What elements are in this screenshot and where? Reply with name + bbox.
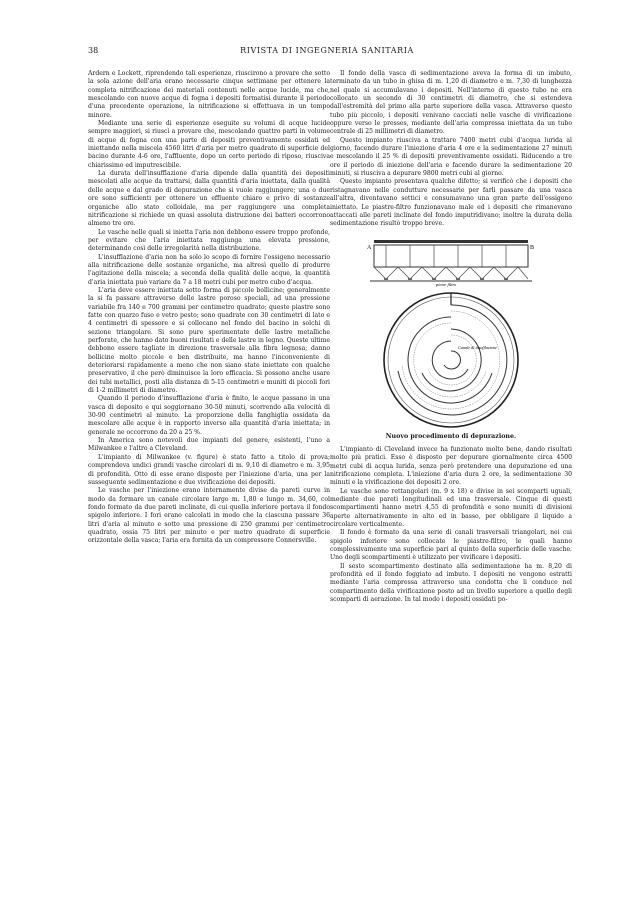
paragraph: L'impianto di Cleveland invece ha funzionato molto bene, dando risultati molto più pratici. Esso è disposto per depurare giornalmente circa 4500 metri cubi di acqua lurida, senza però pretendere una depurazione ed una nitrificazione completa. L'iniezione d'aria dura 2 ore, la sedimentazione 30 minuti e la vivificazione dei depositi 2 ore. (330, 445, 572, 487)
right-column (330, 70, 572, 604)
paragraph: Il fondo è formato da una serie di canali trasversali triangolari, nei cui spigolo inferiore sono collocate le piastre-filtro, le quali hanno complessivamente una superficie pari al quinto della superficie delle vasche. Uno degli scompartimenti è utilizzato per vivificare i depositi. (330, 529, 572, 562)
paragraph: Questo impianto presentava qualche difetto; si verificò che i depositi che ristagnavano nelle condutture necessarie per farli passare da una vasca all'altra, diventavano settici e consumavano una gran parte dell'ossigeno iniettato. Le piastre-filtro funzionavano male ed i depositi che rimanevano attaccati alle pareti inclinate del fondo imputridivano; inoltre la durata della sedimentazione risultò troppo breve. (330, 178, 572, 228)
figure-label-pietre: pietre filtro (436, 281, 457, 287)
paragraph: Le vasche sono rettangolari (m. 9 x 18) e divise in sei scomparti uguali, mediante due pareti longitudinali ed una trasversale. Cinque di questi scompartimenti hanno metri 4,55 di profondità e sono muniti di divisioni aperte alternativamente in alto ed in basso, per obbligare il liquido a circolare verticalmente. (330, 487, 572, 528)
tank-plan-diagram (380, 289, 522, 431)
paragraph: In America sono notevoli due impianti del genere, esistenti, l'uno a Milwankee e l'altro a Cleveland. (88, 437, 330, 453)
paragraph: L'aria deve essere iniettata sotto forma di piccole bollicine; generalmente la si fa passare attraverso delle lastre poroso speciali, ad una pressione variabile fra 140 e 700 grammi per centimetro quadrato; queste piastre sono fatte con quarzo fuso e vetro pesto; sono quadrate con 30 centimetri di lato e 4 centimetri di spessore e si collocano nel fondo del bacino in solchi di sezione triangolare. Si sono pure sperimentate delle lastre metalliche perforate, che hanno dato buoni risultati e delle lastre in legno. Queste ultime debbono essere tagliate in direzione trasversale alla fibra legnosa; danno bollicine molto piccole e ben distribuite, ma hanno l'inconveniente di deteriorarsi rapidamente a meno che non siano state iniettate con qualche preservativo, il che però diminuisce la loro efficacia. Si possono anche usare dei tubi metallici, posti alla distanza di 5-15 centimetri e muniti di piccoli fori di 1-2 millimetri di diametro. (88, 286, 330, 395)
paragraph: Le vasche per l'iniezione erano internamente divise da pareti curve in modo da formare un canale circolare largo m. 1,80 e lungo m. 34,60, col fondo formato da due pareti inclinate, di cui quella inferiore portava il fondo spigolo inferiore. I fori erano calcolati in modo che la ciascuna passare 36 litri d'aria al minuto e sotto una pressione di 250 grammi per centimetro quadrato, ossia 75 litri per minuto e per metro quadrato di superficie orizzontale della vasca; l'aria era fornita da un compressore Connersville. (88, 487, 330, 545)
figure-label-b: B (530, 244, 535, 251)
page-header (88, 46, 566, 60)
page-number: 38 (88, 46, 99, 55)
figure-caption: Nuovo procedimento di depurazione. (385, 432, 517, 440)
journal-title: RIVISTA DI INGEGNERIA SANITARIA (240, 46, 414, 55)
left-column (88, 70, 330, 546)
paragraph: La durata dell'insufflazione d'aria dipende dalla quantità dei depositi mescolati alle acque da trattarsi, dalla quantità d'aria iniettata, dalla qualità delle acque e dal grado di depurazione che si vuole raggiungere; una o due ore sono sufficienti per ottenere un effluente chiaro e privo di sostanze organiche allo stato colloidale, ma per raggiungere una completa nitrificazione si richiede un quasi assoluta distruzione dei batteri occorrono almeno tre ore. (88, 170, 330, 228)
paragraph: Le vasche nelle quali si inietta l'aria non debbono essere troppo profonde, per evitare che l'aria iniettata raggiunga una elevata pressione, determinando così delle irregolarità nella distribuzione. (88, 228, 330, 253)
figure-plan-label: Canale di insufflazione (458, 344, 497, 350)
paragraph: Questo impianto riusciva a trattare 7400 metri cubi d'acqua lurida al giorno, facendo durare l'iniezione d'aria 4 ore e la sedimentazione 27 minuti e mescolando il 25 % di depositi preventivamente ossidati. Riducendo a tre ore il periodo di iniezione dell'aria e facendo durare la sedimentazione 20 minuti, si riusciva a depurare 9800 metri cubi al giorno. (330, 136, 572, 178)
paragraph: Mediante una serie di esperienze eseguite su volumi di acque lucide sempre maggiori, si riuscì a provare che, mescolando quattro parti in volume di acque di fogna con una parte di depositi preventivamente ossidati ed iniettando nella miscela 4560 litri d'aria per metro quadrato di superficie del bacino durante 4-6 ore, l'affluente, dopo un certo periodo di riposo, riusciva chiarissimo ed imputrescibile. (88, 120, 330, 169)
figure-label-a: A (367, 244, 372, 251)
paragraph: Ardern e Lockett, riprendendo tali esperienze, riuscirono a provare che sotto la sola azione dell'aria erano necessarie cinque settimane per ottenere la completa nitrificazione dei materiali contenuti nelle acque lucide, ma che, mescolando con nuove acque di fogna i depositi formatisi durante il periodo d'una precedente operazione, la nitrificazione si effettuava in un tempo minore. (88, 70, 330, 119)
paragraph: Il fondo della vasca di sedimentazione aveva la forma di un imbuto, terminato da un tubo in ghisa di m. 1,20 di diametro e m. 7,30 di lunghezza nel quale si accumulavano i depositi. Nell'interno di questo tubo ne era collocato un secondo di 30 centimetri di diametro, che si estendeva dall'estremità del primo alla parte superiore della vasca. Attraverso questo tubo più piccolo, i depositi venivano cacciati nelle vasche di vivificazione oppure verso le presses, mediante dell'aria compressa iniettata da un tubo centrale di 25 millimetri di diametro. (330, 70, 572, 136)
figure (330, 235, 572, 441)
tank-section-diagram (366, 235, 536, 287)
paragraph: Il sesto scompartimento destinato alla sedimentazione ha m. 8,20 di profondità ed il fondo foggiato ad imbuto. I depositi ne vengono estratti mediante l'aria compressa attraverso una condotta che li conduce nel compartimento della vivificazione posto ad un livello superiore a quello degli scomparti di aerazione. In tal modo i depositi ossidati po- (330, 562, 572, 604)
paragraph: L'impianto di Milwankee (v. figure) è stato fatto a titolo di prova; comprendeva undici grandi vasche circolari di m. 9,10 di diametro e m. 3,95 di profondità. Otto di esse erano disposte per l'iniezione d'aria, una per la susseguente sedimentazione e due vivificazione dei depositi. (88, 453, 330, 486)
paragraph: L'insufflazione d'aria non ha solo lo scopo di fornire l'ossigeno necessario alla nitrificazione delle sostanze organiche, ma altresì quello di produrre l'agitazione della miscela; a seconda della qualità delle acque, la quantità d'aria iniettata può variare da 7 a 18 metri cubi per metro cubo d'acqua. (88, 253, 330, 286)
paragraph: Quando il periodo d'insufflazione d'aria è finito, le acque passano in una vasca di deposito e qui soggiornano 30-50 minuti, scorrendo alla velocità di 30-90 centimetri al minuto. La proporzione della fanghiglia ossidata da mescolare alle acque è in rapporto inverso alla quantità d'aria iniettata; in generale ne occorrono da 20 a 25 %. (88, 395, 330, 436)
